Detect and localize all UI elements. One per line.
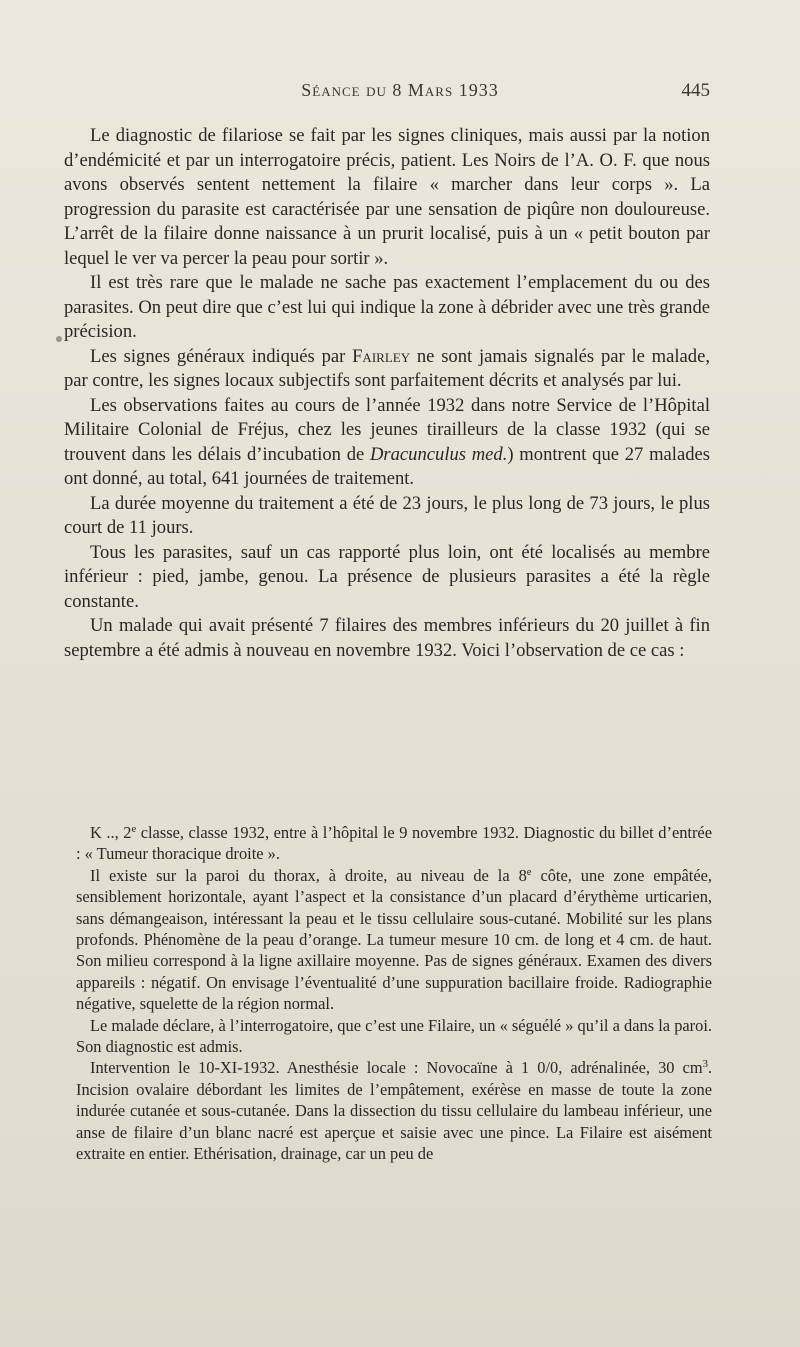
paragraph: La durée moyenne du traitement a été de 23 jours, le plus long de 73 jours, le plus court de 11 jours.: [64, 492, 710, 538]
text-run: classe, classe 1932, entre à l’hôpital le 9 novembre 1932. Diagnostic du billet d’entrée : « Tumeur thoracique droite ».: [76, 823, 712, 864]
text-run: ne sont jamais signalés par le malade, par contre, les signes locaux subjectifs sont parfaitement décrits et analysés par lui.: [64, 345, 710, 391]
running-head: [0, 80, 800, 110]
text-run: Intervention le 10-XI-1932. Anesthésie locale : Novocaïne à 1 0/0, adrénalinée, 30 cm: [90, 1058, 703, 1078]
case-paragraph: [76, 865, 712, 1015]
paragraph: Il est très rare que le malade ne sache pas exactement l’emplacement du ou des parasites. On peut dire que c’est lui qui indique la zone à débrider avec une très grande précision.: [64, 272, 710, 342]
text-run: côte, une zone empâtée, sensiblement horizontale, ayant l’aspect et la consistance d’un placard d’érythème urticarien, sans démangeaison, intéressant la peau et le tissu cellulaire sous-cutané. Mobilité sur les plans profonds. Phénomène de la peau d’orange. La tumeur mesure 10 cm. de long et 4 cm. de haut. Son milieu correspond à la ligne axillaire moyenne. Pas de signes généraux. Examen des divers appareils : négatif. On envisage l’éventualité d’une suppuration bacillaire froide. Radiographie négative, squelette de la région normal.: [76, 865, 713, 1014]
superscript: e: [131, 824, 137, 836]
paragraph: [64, 345, 710, 394]
paper-speck: [56, 336, 62, 342]
paragraph: Tous les parasites, sauf un cas rapporté plus loin, ont été localisés au membre inférieur : pied, jambe, genou. La présence de plusieurs parasites a été la règle constante.: [64, 541, 710, 612]
page-number: 445: [681, 80, 710, 101]
text-run: . Incision ovalaire débordant les limites de l’empâtement, exérèse en masse de toute la zone indurée cutanée et sous-cutanée. Dans la dissection du tissu cellulaire du lambeau inférieur, une anse de filaire d’un blanc nacré est aperçue et saisie avec une pince. La Filaire est aisément extraite en entier. Ethérisation, drainage, car un peu de: [76, 1058, 712, 1164]
paragraph: [64, 394, 710, 492]
main-text: [64, 124, 710, 663]
text-run: ) montrent que 27 malades ont donné, au total, 641 journées de traitement.: [64, 443, 710, 489]
species-name: Dracunculus med.: [369, 443, 508, 465]
text-run: Les signes généraux indiqués par: [90, 345, 353, 367]
paragraph: Le diagnostic de filariose se fait par les signes cliniques, mais aussi par la notion d’endémicité et par un interrogatoire précis, patient. Les Noirs de l’A. O. F. que nous avons observés sentent nettement la filaire « marcher dans leur corps ». La progression du parasite est caractérisée par une sensation de piqûre non douloureuse. L’arrêt de la filaire donne naissance à un prurit localisé, puis à un « petit bouton par lequel le ver va percer la peau pour sortir ».: [64, 125, 710, 269]
text-run: Les observations faites au cours de l’année 1932 dans notre Service de l’Hôpital Militaire Colonial de Fréjus, chez les jeunes tirailleurs de la classe 1932 (qui se trouvent dans les délais d’incubation de: [64, 394, 710, 465]
case-paragraph: [76, 822, 712, 865]
case-paragraph: Le malade déclare, à l’interrogatoire, que c’est une Filaire, un « séguélé » qu’il a dans la paroi. Son diagnostic est admis.: [76, 1015, 712, 1057]
superscript: e: [526, 866, 532, 878]
text-run: K .., 2: [90, 823, 132, 842]
author-name: Fairley: [352, 345, 411, 367]
case-paragraph: [76, 1057, 712, 1164]
superscript: 3: [702, 1059, 708, 1071]
paragraph: Un malade qui avait présenté 7 filaires des membres inférieurs du 20 juillet à fin septembre a été admis à nouveau en novembre 1932. Voici l’observation de ce cas :: [64, 615, 710, 661]
running-title: Séance du 8 Mars 1933: [301, 80, 499, 100]
case-observation: [76, 822, 712, 1165]
text-run: Il existe sur la paroi du thorax, à droite, au niveau de la 8: [90, 865, 527, 885]
